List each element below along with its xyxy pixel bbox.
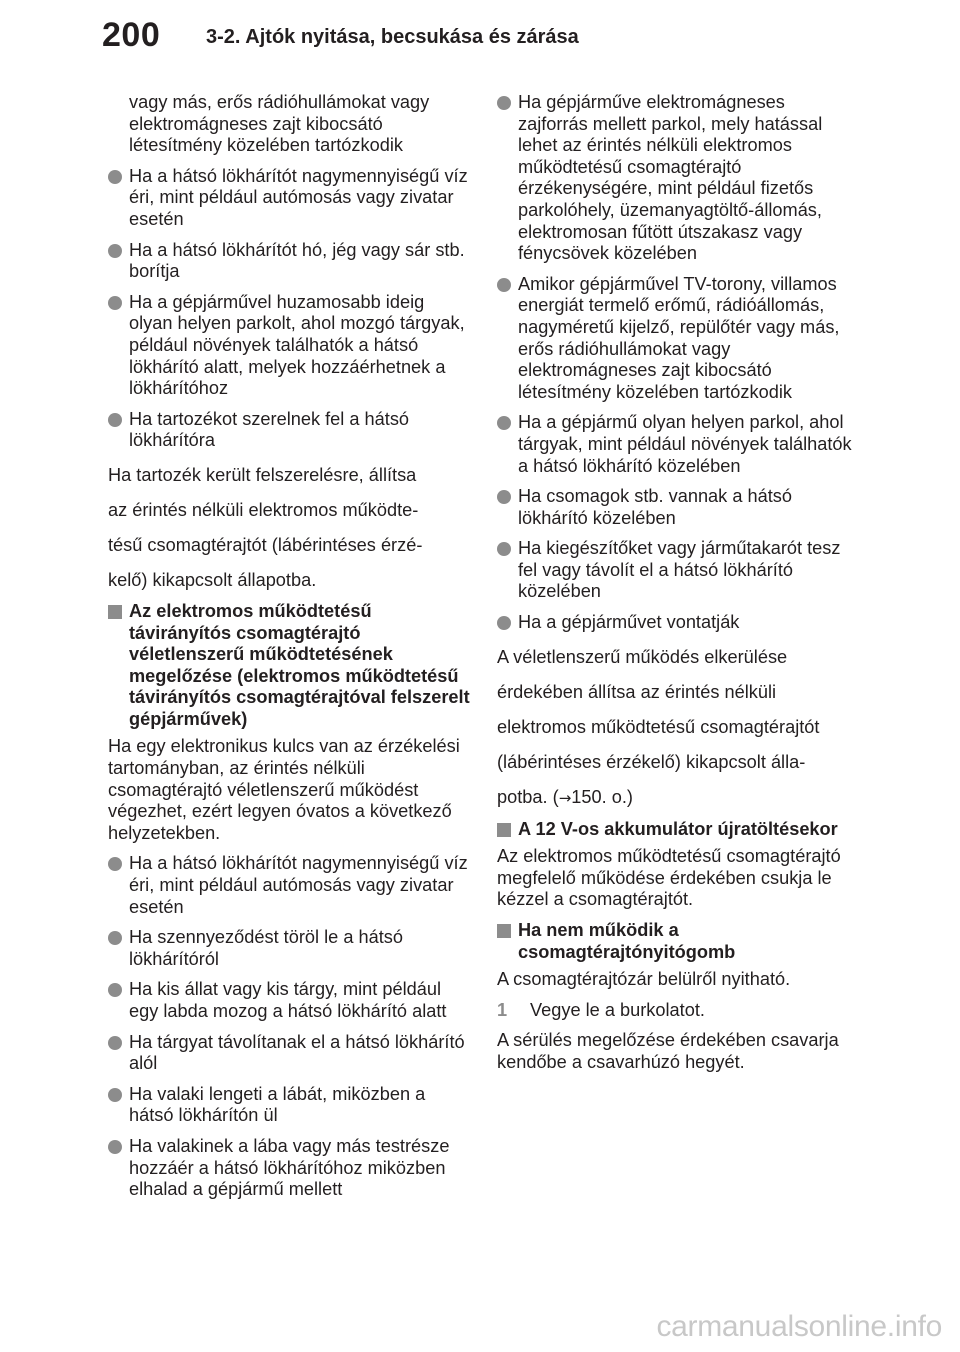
list-item-text: Ha csomagok stb. vannak a hátsó lökhárító közelében	[518, 486, 792, 528]
list-item-text: Ha kis állat vagy kis tárgy, mint például egy labda mozog a hátsó lökhárító alatt	[129, 979, 447, 1021]
list-item	[108, 1084, 470, 1127]
square-bullet-icon	[497, 823, 511, 837]
bullet-icon	[108, 931, 122, 945]
list-item	[497, 538, 859, 603]
section-heading-text: Ha nem működik a csomagtérajtónyitógomb	[518, 920, 736, 962]
paragraph-line: tésű csomagtérajtót (lábérintéses érzé-	[108, 534, 423, 555]
list-item-text: Ha tárgyat távolítanak el a hátsó lökhárító alól	[129, 1031, 465, 1074]
list-item-text: Ha a hátsó lökhárítót nagymennyiségű víz éri, mint például autómosás vagy zivatar esetén	[129, 165, 468, 229]
section-title: 3-2. Ajtók nyitása, becsukása és zárása	[206, 26, 579, 48]
square-bullet-icon	[108, 605, 122, 619]
page-reference-link[interactable]: 150. o.)	[571, 786, 633, 807]
list-item	[108, 1136, 470, 1201]
section-heading	[108, 601, 470, 731]
paragraph-line: (lábérintéses érzékelő) kikapcsolt álla-	[497, 751, 806, 772]
left-column	[108, 92, 470, 1210]
list-item	[108, 409, 470, 452]
step-item	[497, 1000, 859, 1022]
bullet-icon	[108, 244, 122, 258]
paragraph-line: elektromos működtetésű csomagtérajtót	[497, 716, 820, 737]
bullet-icon	[108, 1036, 122, 1050]
continued-list-item-text: vagy más, erős rádióhullámokat vagy elektromágneses zajt kibocsátó létesítmény közelében tartózkodik	[129, 92, 430, 156]
paragraph: Ha egy elektronikus kulcs van az érzékelési tartományban, az érintés nélküli csomagtérajtó véletlenszerű működést végezhet, ezért legyen óvatos a következő helyzetekben.	[108, 736, 460, 843]
list-item	[108, 240, 470, 283]
bullet-icon	[497, 490, 511, 504]
list-item-text: Amikor gépjárművel TV-torony, villamos energiát termelő erőmű, rádióállomás, nagyméretű kijelző, repülőtér vagy más, erős rádióhullámokat vagy elektromágneses zajt kibocsátó létesítmény közelében tartózkodik	[518, 273, 840, 402]
section-heading-text: Az elektromos működtetésű távirányítós csomagtérajtó véletlenszerű működtetésének megelőzése (elektromos működtetésű távirányítós csomagtérajtóval felszerelt gépjárművek)	[129, 600, 470, 729]
bullet-icon	[108, 1088, 122, 1102]
paragraph-text: potba. (	[497, 786, 559, 807]
list-item-text: Ha a gépjármű olyan helyen parkol, ahol tárgyak, mint például növények találhatók a hátsó lökhárító közelében	[518, 412, 852, 476]
list-item-text: Ha kiegészítőket vagy járműtakarót tesz fel vagy távolít el a hátsó lökhárító közelében	[518, 538, 841, 602]
bullet-icon	[497, 542, 511, 556]
list-item-text: Ha valaki lengeti a lábát, miközben a hátsó lökhárítón ül	[129, 1083, 426, 1126]
section-heading	[497, 920, 859, 963]
list-item-text: Ha a hátsó lökhárítót nagymennyiségű víz éri, mint például autómosás vagy zivatar esetén	[129, 853, 468, 917]
paragraph: A sérülés megelőzése érdekében csavarja kendőbe a csavarhúzó hegyét.	[497, 1030, 839, 1072]
watermark: carmanualsonline.info	[656, 1310, 942, 1343]
list-item	[497, 274, 859, 404]
list-item-text: Ha gépjárműve elektromágneses zajforrás mellett parkol, mely hatással lehet az érintés nélküli elektromos működtetésű csomagtérajtó érzékenységére, mint például fizetős parkolóhely, üzemanyagtöltő-állomás, elektromosan fűtött útszakasz vagy fénycsövek közelében	[518, 92, 823, 264]
list-item-text: Ha szennyeződést töröl le a hátsó lökhárítóról	[129, 927, 403, 969]
bullet-icon	[108, 296, 122, 310]
paragraph-line: az érintés nélküli elektromos működte-	[108, 499, 419, 520]
section-heading	[497, 819, 859, 841]
bullet-icon	[108, 413, 122, 427]
paragraph-avoid-random-operation	[497, 643, 859, 813]
arrow-right-icon: →	[558, 788, 572, 807]
list-item	[108, 853, 470, 918]
list-item	[497, 486, 859, 529]
paragraph-line: A véletlenszerű működés elkerülése	[497, 646, 788, 667]
paragraph: Az elektromos működtetésű csomagtérajtó megfelelő működése érdekében csukja le kézzel a csomagtérajtót.	[497, 846, 841, 910]
square-bullet-icon	[497, 924, 511, 938]
paragraph-line: érdekében állítsa az érintés nélküli	[497, 681, 777, 702]
right-column	[497, 92, 859, 1083]
list-item	[108, 1032, 470, 1075]
paragraph-accessory-setting	[108, 461, 470, 595]
list-item-text: Ha a gépjárművet vontatják	[518, 612, 740, 633]
list-item	[108, 292, 470, 400]
bullet-icon	[497, 96, 511, 110]
bullet-icon	[108, 1140, 122, 1154]
step-number: 1	[497, 999, 508, 1020]
step-text: Vegye le a burkolatot.	[530, 999, 705, 1020]
list-item-text: Ha a gépjárművel huzamosabb ideig olyan helyen parkolt, ahol mozgó tárgyak, például növények találhatók a hátsó lökhárító alatt, melyek hozzáérhetnek a lökhárítóhoz	[129, 291, 465, 399]
list-item-text: Ha tartozékot szerelnek fel a hátsó lökhárítóra	[129, 408, 410, 451]
section-heading-text: A 12 V-os akkumulátor újratöltésekor	[518, 818, 838, 839]
list-item-text: Ha valakinek a lába vagy más testrésze hozzáér a hátsó lökhárítóhoz miközben elhalad a gépjármű mellett	[129, 1135, 450, 1200]
bullet-icon	[497, 278, 511, 292]
list-item	[108, 166, 470, 231]
paragraph-line: kelő) kikapcsolt állapotba.	[108, 569, 317, 590]
bullet-icon	[497, 616, 511, 630]
bullet-icon	[108, 170, 122, 184]
paragraph-line	[497, 783, 859, 813]
bullet-icon	[108, 983, 122, 997]
list-item	[108, 979, 470, 1022]
paragraph: A csomagtérajtózár belülről nyitható.	[497, 969, 791, 990]
continued-list-item	[108, 92, 470, 157]
page-header	[0, 0, 960, 92]
list-item	[108, 927, 470, 970]
list-item	[497, 412, 859, 477]
paragraph-line: Ha tartozék került felszerelésre, állítsa	[108, 464, 417, 485]
page-number: 200	[102, 16, 161, 54]
list-item	[497, 612, 859, 634]
list-item-text: Ha a hátsó lökhárítót hó, jég vagy sár stb. borítja	[129, 239, 465, 282]
list-item	[497, 92, 859, 265]
bullet-icon	[497, 416, 511, 430]
bullet-icon	[108, 857, 122, 871]
